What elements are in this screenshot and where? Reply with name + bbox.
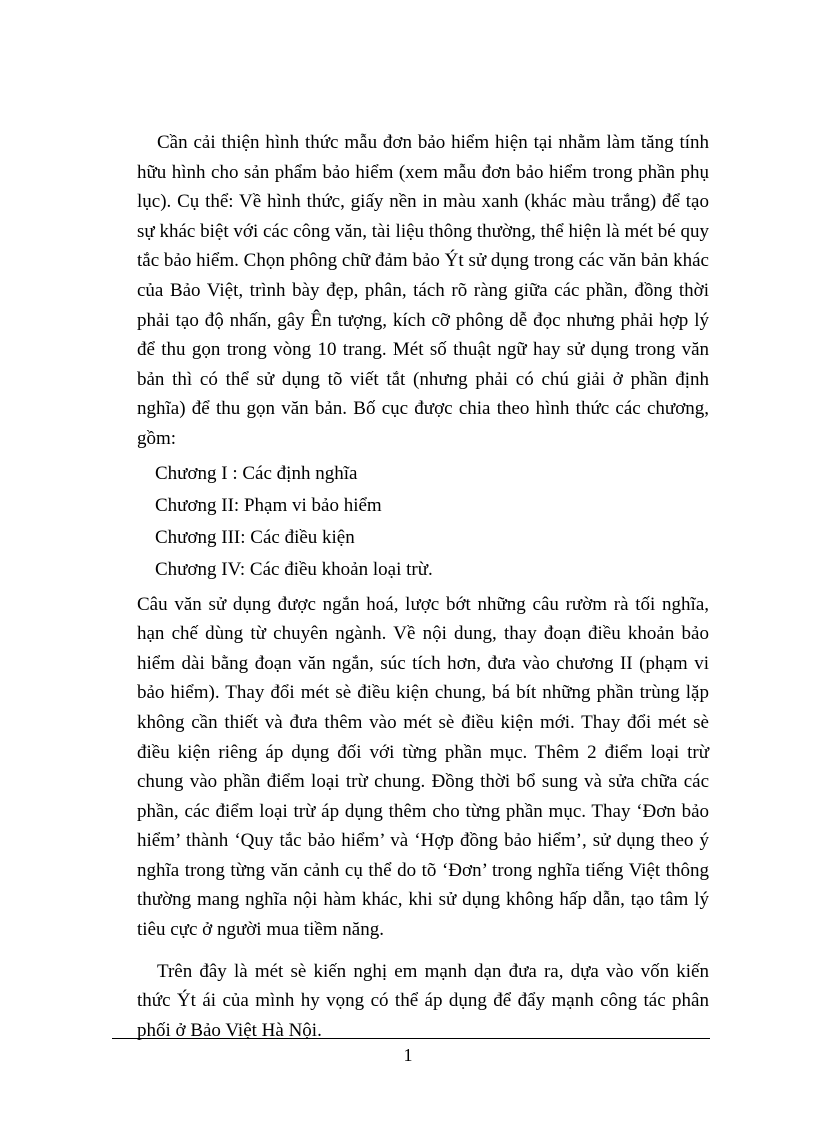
- chapter-item-4: Chương IV: Các điều khoản loại trừ.: [155, 558, 433, 580]
- footer-divider: [112, 1038, 710, 1039]
- paragraph-form-improvement: Cần cải thiện hình thức mẫu đơn bảo hiểm hiện tại nhằm làm tăng tính hữu hình cho sản phẩm bảo hiểm (xem mẫu đơn bảo hiểm trong phần phụ lục). Cụ thể: Về hình thức, giấy nền in màu xanh (khác màu trắng) để tạo sự khác biệt với các công văn, tài liệu thông thường, thể hiện là mét bé quy tắc bảo hiểm. Chọn phông chữ đảm bảo Ýt sử dụng trong các văn bản khác của Bảo Việt, trình bày đẹp, phân, tách rõ ràng giữa các phần, đồng thời phải tạo độ nhấn, gây Ên tượng, kích cỡ phông dễ đọc nhưng phải hợp lý để thu gọn trong vòng 10 trang. Mét số thuật ngữ hay sử dụng trong văn bản thì có thể sử dụng tõ viết tắt (nhưng phải có chú giải ở phần định nghĩa) để thu gọn văn bản. Bố cục được chia theo hình thức các chương, gồm:: [137, 132, 709, 449]
- paragraph-content-changes: Câu văn sử dụng được ngắn hoá, lược bớt những câu rườm rà tối nghĩa, hạn chế dùng từ chuyên ngành. Về nội dung, thay đoạn điều khoản bảo hiểm dài bằng đoạn văn ngắn, súc tích hơn, đưa vào chương II (phạm vi bảo hiểm). Thay đổi mét sè điều kiện chung, bá bít những phần trùng lặp không cần thiết và đưa thêm vào mét sè điều kiện mới. Thay đổi mét sè điều kiện riêng áp dụng đối với từng phần mục. Thêm 2 điểm loại trừ chung vào phần điểm loại trừ chung. Đồng thời bổ sung và sửa chữa các phần, các điểm loại trừ áp dụng thêm cho từng phần mục. Thay ‘Đơn bảo hiểm’ thành ‘Quy tắc bảo hiểm’ và ‘Hợp đồng bảo hiểm’, sử dụng theo ý nghĩa trong từng văn cảnh cụ thể do tõ ‘Đơn’ trong nghĩa tiếng Việt thông thường mang nghĩa nội hàm khác, khi sử dụng không hấp dẫn, tạo tâm lý tiêu cực ở người mua tiềm năng.: [137, 593, 709, 941]
- chapter-list: [137, 458, 709, 586]
- document-body: [137, 128, 709, 1045]
- chapter-item-2: Chương II: Phạm vi bảo hiểm: [155, 494, 382, 516]
- page-number: 1: [403, 1045, 413, 1065]
- paragraph-conclusion: Trên đây là mét sè kiến nghị em mạnh dạn đưa ra, dựa vào vốn kiến thức Ýt ái của mình hy vọng có thể áp dụng để đẩy mạnh công tác phân phối ở Bảo Việt Hà Nội.: [137, 960, 709, 1041]
- chapter-item-1: Chương I : Các định nghĩa: [155, 462, 358, 484]
- chapter-item-3: Chương III: Các điều kiện: [155, 526, 355, 548]
